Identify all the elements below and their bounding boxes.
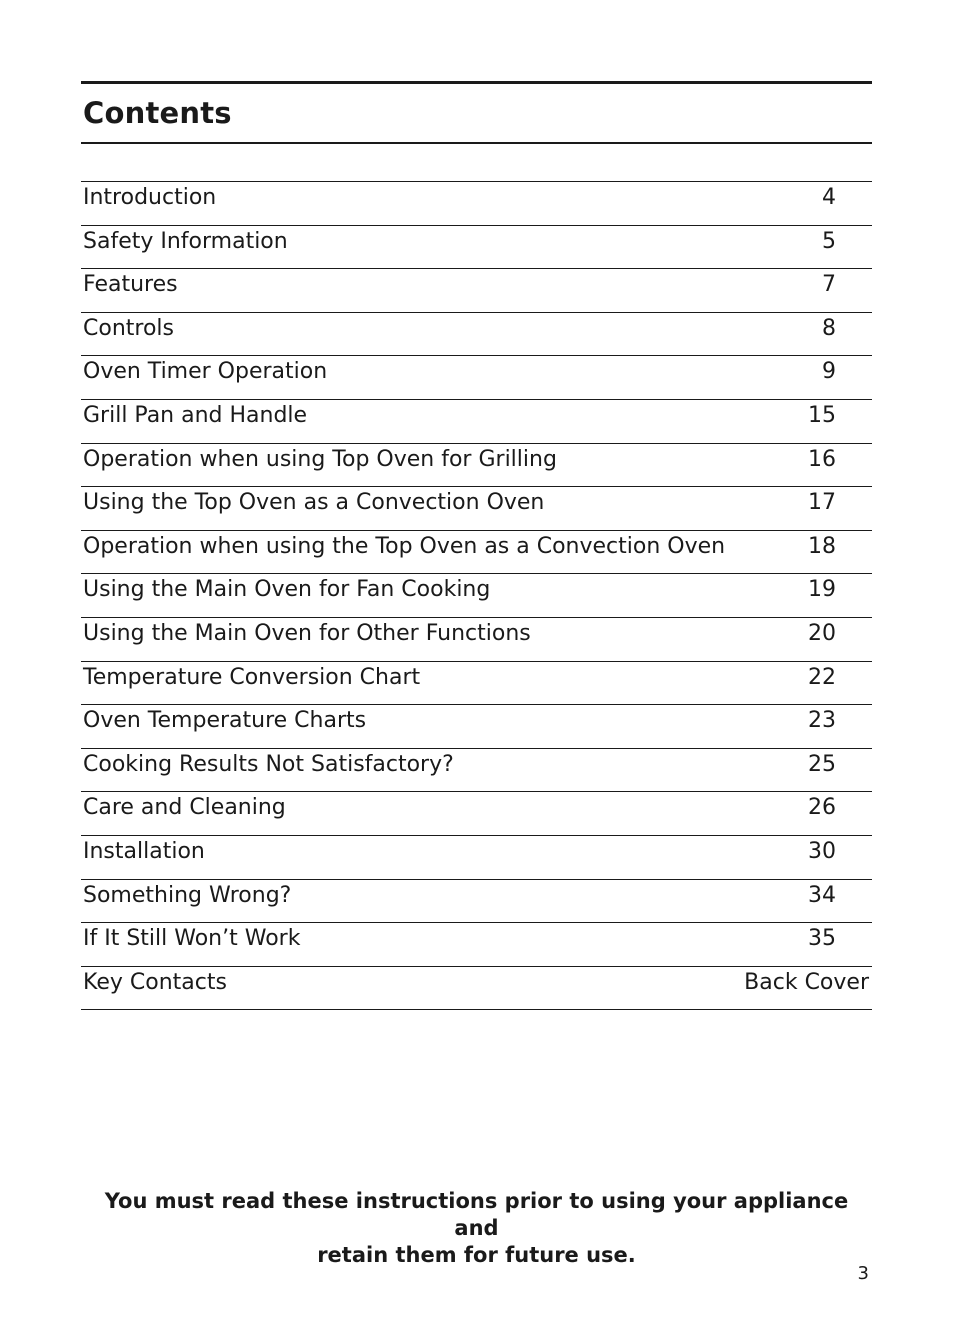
toc-entry-page: 26 [808,795,836,821]
toc-entry-title: Oven Timer Operation [83,359,328,385]
toc-entry-page: 16 [808,446,836,472]
toc-entry-page: 4 [822,185,836,210]
table-of-contents [81,181,872,1010]
toc-entry-care-and-cleaning[interactable] [81,792,872,836]
toc-entry-key-contacts[interactable] [81,967,872,1011]
instructions-notice [81,1188,872,1269]
notice-line-1: You must read these instructions prior to using your appliance and [104,1189,849,1240]
toc-entry-features[interactable] [81,269,872,313]
toc-entry-page: 18 [808,533,836,559]
toc-entry-title: Grill Pan and Handle [83,402,308,428]
toc-entry-page: 5 [822,228,836,254]
toc-entry-temperature-conversion-chart[interactable] [81,662,872,706]
toc-entry-page: 22 [808,664,836,690]
contents-header [81,81,872,144]
toc-entry-page: Back Cover [744,969,869,995]
toc-entry-page: 17 [808,490,836,516]
toc-entry-controls[interactable] [81,313,872,357]
toc-entry-title: Introduction [83,185,217,210]
toc-entry-title: Temperature Conversion Chart [83,664,421,690]
toc-entry-installation[interactable] [81,836,872,880]
page-number: 3 [857,1263,869,1284]
toc-entry-safety-information[interactable] [81,226,872,270]
toc-entry-oven-temperature-charts[interactable] [81,705,872,749]
toc-entry-title: Using the Main Oven for Other Functions [83,620,531,646]
toc-entry-main-oven-fan-cooking[interactable] [81,574,872,618]
toc-entry-introduction[interactable] [81,182,872,226]
toc-entry-page: 35 [808,926,836,952]
toc-entry-oven-timer-operation[interactable] [81,356,872,400]
toc-entry-top-oven-convection-operation[interactable] [81,531,872,575]
toc-entry-main-oven-other-functions[interactable] [81,618,872,662]
toc-entry-page: 25 [808,751,836,777]
toc-entry-page: 15 [808,402,836,428]
toc-entry-title: Key Contacts [83,969,227,995]
toc-entry-something-wrong[interactable] [81,880,872,924]
toc-entry-still-wont-work[interactable] [81,923,872,967]
toc-entry-page: 7 [822,272,836,298]
toc-entry-page: 19 [808,577,836,603]
toc-entry-page: 34 [808,882,836,908]
toc-entry-title: Safety Information [83,228,288,254]
toc-entry-title: Features [83,272,178,298]
toc-entry-title: Something Wrong? [83,882,292,908]
toc-entry-title: Oven Temperature Charts [83,708,367,734]
toc-entry-title: Cooking Results Not Satisfactory? [83,751,454,777]
toc-entry-title: Operation when using Top Oven for Grilling [83,446,557,472]
toc-entry-top-oven-grilling[interactable] [81,444,872,488]
toc-entry-top-oven-convection[interactable] [81,487,872,531]
toc-entry-title: Using the Top Oven as a Convection Oven [83,490,545,516]
toc-entry-title: Installation [83,838,205,864]
toc-entry-title: Controls [83,315,174,341]
notice-line-2: retain them for future use. [317,1243,636,1267]
toc-entry-title: Operation when using the Top Oven as a Convection Oven [83,533,726,559]
toc-entry-title: Care and Cleaning [83,795,286,821]
toc-entry-page: 30 [808,838,836,864]
toc-entry-title: Using the Main Oven for Fan Cooking [83,577,491,603]
toc-entry-page: 20 [808,620,836,646]
toc-entry-page: 9 [822,359,836,385]
page-title: Contents [83,96,232,130]
toc-entry-page: 8 [822,315,836,341]
toc-entry-page: 23 [808,708,836,734]
toc-entry-grill-pan-and-handle[interactable] [81,400,872,444]
toc-entry-title: If It Still Won’t Work [83,926,301,952]
toc-entry-cooking-results[interactable] [81,749,872,793]
